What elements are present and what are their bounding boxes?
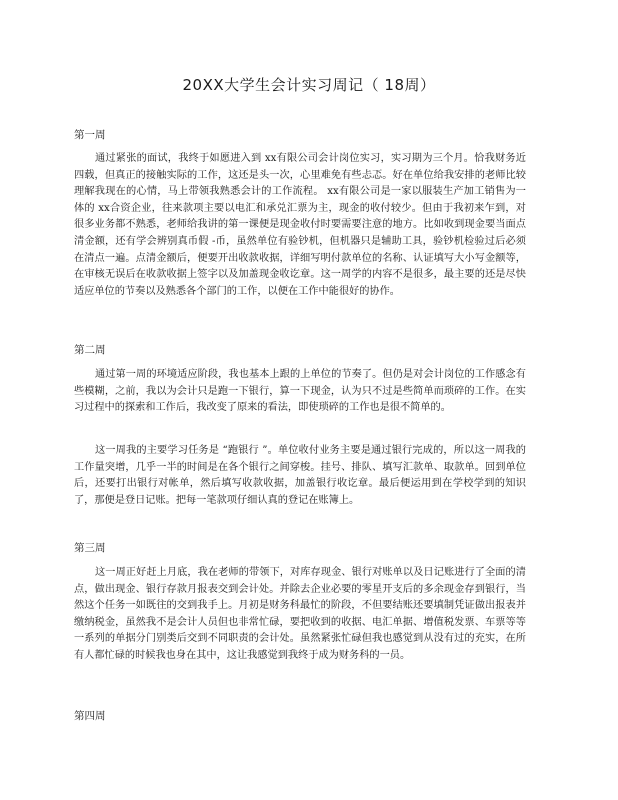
section-1-paragraph-1: 通过紧张的面试，我终于如愿进入到 xx有限公司会计岗位实习，实习期为三个月。恰我财务近四载，但真正的接触实际的工作，这还是头一次，心里难免有些忐忑。好在单位给我安排的老师比较理解我现在的心情，马上带领我熟悉会计的工作流程。 xx有限公司是一家以服装生产加工销售为一体的 xx合资企业，往来款项主要以电汇和承兑汇票为主，现金的收付较少。但由于我初来乍到，对很多业务都不熟悉，老师给我讲的第一课便是现金收付时要需要注意的地方。比如收到现金要当面点清金额，还有学会辨别真币假 -币，虽然单位有验钞机，但机器只是辅助工具，验钞机检验过后必须在清点一遍。点清金额后，便要开出收款收据，详细写明付款单位的名称、认证填写大小写金额等，在审核无误后在收款收据上签字以及加盖现金收讫章。这一周学的内容不是很多，最主要的还是尽快适应单位的节奏以及熟悉各个部门的工作，以便在工作中能很好的协作。: [74, 153, 526, 297]
section-heading-week-4: 第四周: [74, 710, 106, 722]
section-2-paragraph-1: 通过第一周的环境适应阶段，我也基本上跟的上单位的节奏了。但仍是对会计岗位的工作感念有些模糊，之前，我以为会计只是跑一下银行，算一下现金，认为只不过是些简单而琐碎的工作。在实习过程中的探索和工作后，我改变了原来的看法，即使琐碎的工作也是很不简单的。: [74, 369, 526, 414]
document-title: 20XX大学生会计实习周记（ 18周）: [182, 76, 436, 94]
section-2-paragraph-2: 这一周我的主要学习任务是 “跑银行 ”。单位收付业务主要是通过银行完成的，所以这一周我的工作量突增，几乎一半的时间是在各个银行之间穿梭。挂号、排队、填写汇款单、取款单。回到单位后，还要打出银行对帐单，然后填写收款收据，加盖银行收讫章。最后便运用到在学校学到的知识了，那便是登日记账。把每一笔款项仔细认真的登记在账簿上。: [74, 445, 526, 506]
section-heading-week-2: 第二周: [74, 344, 106, 356]
section-3-paragraph-1: 这一周正好赶上月底，我在老师的带领下，对库存现金、银行对账单以及日记账进行了全面的清点，做出现金、银行存款月报表交到会计处。并除去企业必要的零星开支后的多余现金存到银行，当然这个任务一如既往的交到我手上。月初是财务科最忙的阶段，不但要结账还要填制凭证做出报表并缴纳税金，虽然我不是会计人员但也非常忙碌，要把收到的收据、电汇单据、增值税发票、车票等等一系列的单据分门别类后交到不同职责的会计处。虽然紧张忙碌但我也感觉到从没有过的充实，在所有人都忙碌的时候我也身在其中，这让我感觉到我终于成为财务科的一员。: [74, 567, 526, 661]
section-heading-week-3: 第三周: [74, 542, 106, 554]
section-heading-week-1: 第一周: [74, 129, 106, 141]
